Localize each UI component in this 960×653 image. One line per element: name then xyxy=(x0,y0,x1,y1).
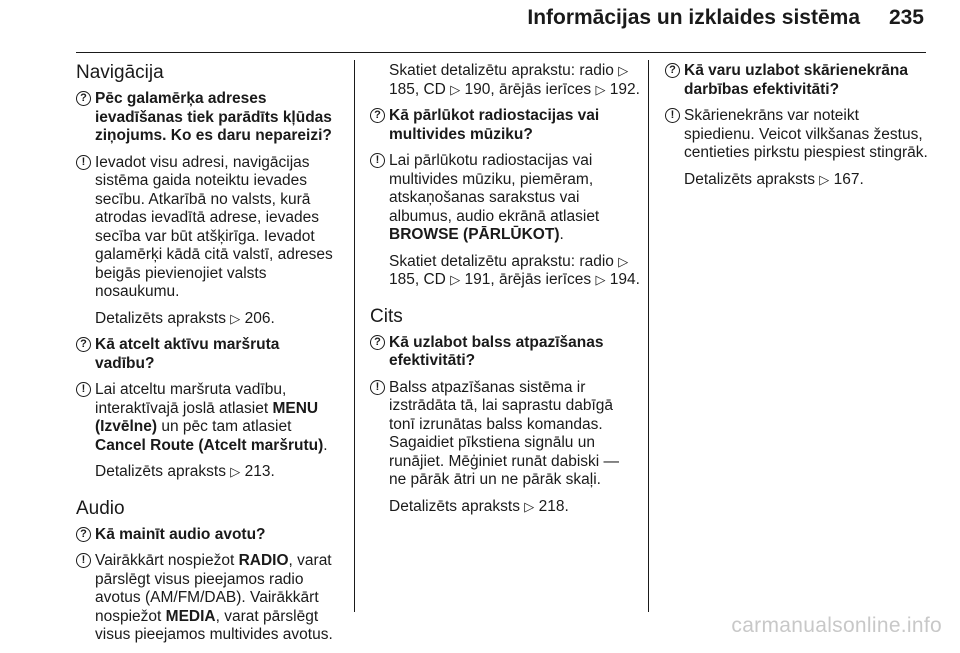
answer-bold: MEDIA xyxy=(165,607,216,625)
reference-text: Detalizēts apraksts xyxy=(95,309,226,327)
question-icon: ? xyxy=(370,108,385,123)
ref-arrow-icon: ▷ xyxy=(450,81,461,97)
answer-icon: ! xyxy=(76,155,91,170)
reference-text: Detalizēts apraksts xyxy=(684,170,815,188)
header-rule xyxy=(76,52,926,53)
answer-text: Lai pārlūkotu radiostacijas vai multivides mūziku, piemēram, atskaņošanas sarakstus vai albumus, audio ekrānā atlasiet xyxy=(389,152,600,225)
question-text: Kā uzlabot balss atpazīšanas efektivitāti? xyxy=(389,333,604,369)
reference-page[interactable]: 185, CD xyxy=(389,271,446,288)
reference-page[interactable]: 191, ārējās ierīces xyxy=(464,271,592,288)
continued-text: Skatiet detalizētu aprakstu: radio xyxy=(389,62,614,79)
question-icon: ? xyxy=(76,337,91,352)
reference-line xyxy=(370,498,640,517)
reference-text: Detalizēts apraksts xyxy=(95,463,226,480)
column-divider-2 xyxy=(648,60,649,612)
question-item xyxy=(76,336,342,373)
column-1 xyxy=(76,62,342,653)
ref-arrow-icon: ▷ xyxy=(524,498,535,514)
question-item xyxy=(370,334,640,371)
answer-text: . xyxy=(559,226,564,243)
answer-text: Vairākkārt nospiežot xyxy=(95,552,239,569)
column-2 xyxy=(370,62,640,524)
answer-icon: ! xyxy=(370,380,385,395)
answer-text: , varat pārslēgt visus pieejamos radio avotus (AM/FM/DAB). Vairākkārt nospiežot xyxy=(95,552,332,625)
question-text: Kā atcelt aktīvu maršruta vadību? xyxy=(95,336,280,372)
answer-icon: ! xyxy=(665,108,680,123)
ref-arrow-icon: ▷ xyxy=(230,310,241,326)
page-number: 235 xyxy=(888,6,924,29)
answer-icon: ! xyxy=(370,153,385,168)
question-icon: ? xyxy=(370,335,385,350)
question-item xyxy=(76,90,342,146)
answer-item xyxy=(370,152,640,245)
answer-item xyxy=(370,379,640,490)
answer-text: Balss atpazīšanas sistēma ir izstrādāta tā, lai saprastu dabīgā tonī izrunātas balss komandas. Sagaidiet pīkstiena signālu un runājiet. Mēģiniet runāt dabiski — ne pārāk ātri un ne pārāk skaļi. xyxy=(389,378,620,488)
answer-item xyxy=(76,552,342,645)
answer-bold: BROWSE (PĀRLŪKOT) xyxy=(389,226,560,243)
reference-page[interactable]: 167. xyxy=(833,170,864,188)
column-divider-1 xyxy=(354,60,355,612)
question-icon: ? xyxy=(665,63,680,78)
ref-arrow-icon: ▷ xyxy=(819,171,830,187)
answer-bold: Cancel Route (Atcelt maršrutu) xyxy=(95,436,324,454)
answer-text: . xyxy=(323,436,328,454)
answer-item xyxy=(665,107,931,163)
page-header-title: Informācijas un izklaides sistēma xyxy=(527,6,860,29)
section-title-navigation: Navigācija xyxy=(76,62,164,83)
section-title-audio: Audio xyxy=(76,497,125,519)
answer-item xyxy=(76,154,342,302)
reference-line xyxy=(76,310,342,329)
reference-page[interactable]: 194. xyxy=(609,271,640,288)
ref-arrow-icon: ▷ xyxy=(230,464,241,479)
reference-page[interactable]: 185, CD xyxy=(389,80,446,98)
question-text: Kā varu uzlabot skārienekrāna darbības efektivitāti? xyxy=(684,62,908,98)
reference-text: Detalizēts apraksts xyxy=(389,497,520,515)
answer-text: un pēc tam atlasiet xyxy=(157,418,292,435)
reference-page[interactable]: 206. xyxy=(244,309,275,327)
ref-arrow-icon: ▷ xyxy=(450,272,461,287)
answer-text: Ievadot visu adresi, navigācijas sistēma gaida noteiktu ievades secību. Atkarībā no valsts, kurā atrodas ievadītā adrese, ievades secība var būt atšķirīga. Ievadot galamērķi kādā citā valstī, adreses beigās pievienojiet valsts nosaukumu. xyxy=(95,153,333,300)
reference-page[interactable]: 190, ārējās ierīces xyxy=(464,80,592,98)
reference-line xyxy=(665,171,931,190)
reference-page[interactable]: 213. xyxy=(244,463,275,480)
question-item xyxy=(76,526,342,545)
answer-bold: MENU (Izvēlne) xyxy=(95,399,319,435)
answer-text: Lai atceltu maršruta vadību, interaktīvajā joslā atlasiet xyxy=(95,381,287,417)
reference-line xyxy=(76,463,342,482)
reference-text: Skatiet detalizētu aprakstu: radio xyxy=(389,252,614,270)
ref-arrow-icon: ▷ xyxy=(618,63,629,78)
column-3 xyxy=(665,62,931,197)
reference-line xyxy=(370,253,640,290)
question-item xyxy=(370,107,640,144)
question-text: Kā pārlūkot radiostacijas vai multivides mūziku? xyxy=(389,107,600,143)
ref-arrow-icon: ▷ xyxy=(595,272,606,287)
reference-page[interactable]: 192. xyxy=(609,80,640,98)
continued-paragraph xyxy=(370,62,640,99)
question-icon: ? xyxy=(76,527,91,542)
answer-icon: ! xyxy=(76,553,91,568)
ref-arrow-icon: ▷ xyxy=(618,253,629,269)
question-text: Kā mainīt audio avotu? xyxy=(95,525,266,543)
question-icon: ? xyxy=(76,91,91,106)
answer-item xyxy=(76,381,342,455)
ref-arrow-icon: ▷ xyxy=(595,81,606,97)
question-item xyxy=(665,62,931,99)
section-title-other: Cits xyxy=(370,305,403,327)
watermark: carmanualsonline.info xyxy=(731,614,942,637)
answer-bold: RADIO xyxy=(238,552,289,569)
answer-text: Skārienekrāns var noteikt spiedienu. Veicot vilkšanas žestus, centieties pirkstu piespiest stingrāk. xyxy=(684,107,928,161)
question-text: Pēc galamērķa adreses ievadīšanas tiek parādīts kļūdas ziņojums. Ko es daru nepareizi? xyxy=(95,90,332,144)
answer-icon: ! xyxy=(76,382,91,397)
answer-text: , varat pārslēgt visus pieejamos multivides avotus. xyxy=(95,607,333,643)
reference-page[interactable]: 218. xyxy=(538,497,569,515)
